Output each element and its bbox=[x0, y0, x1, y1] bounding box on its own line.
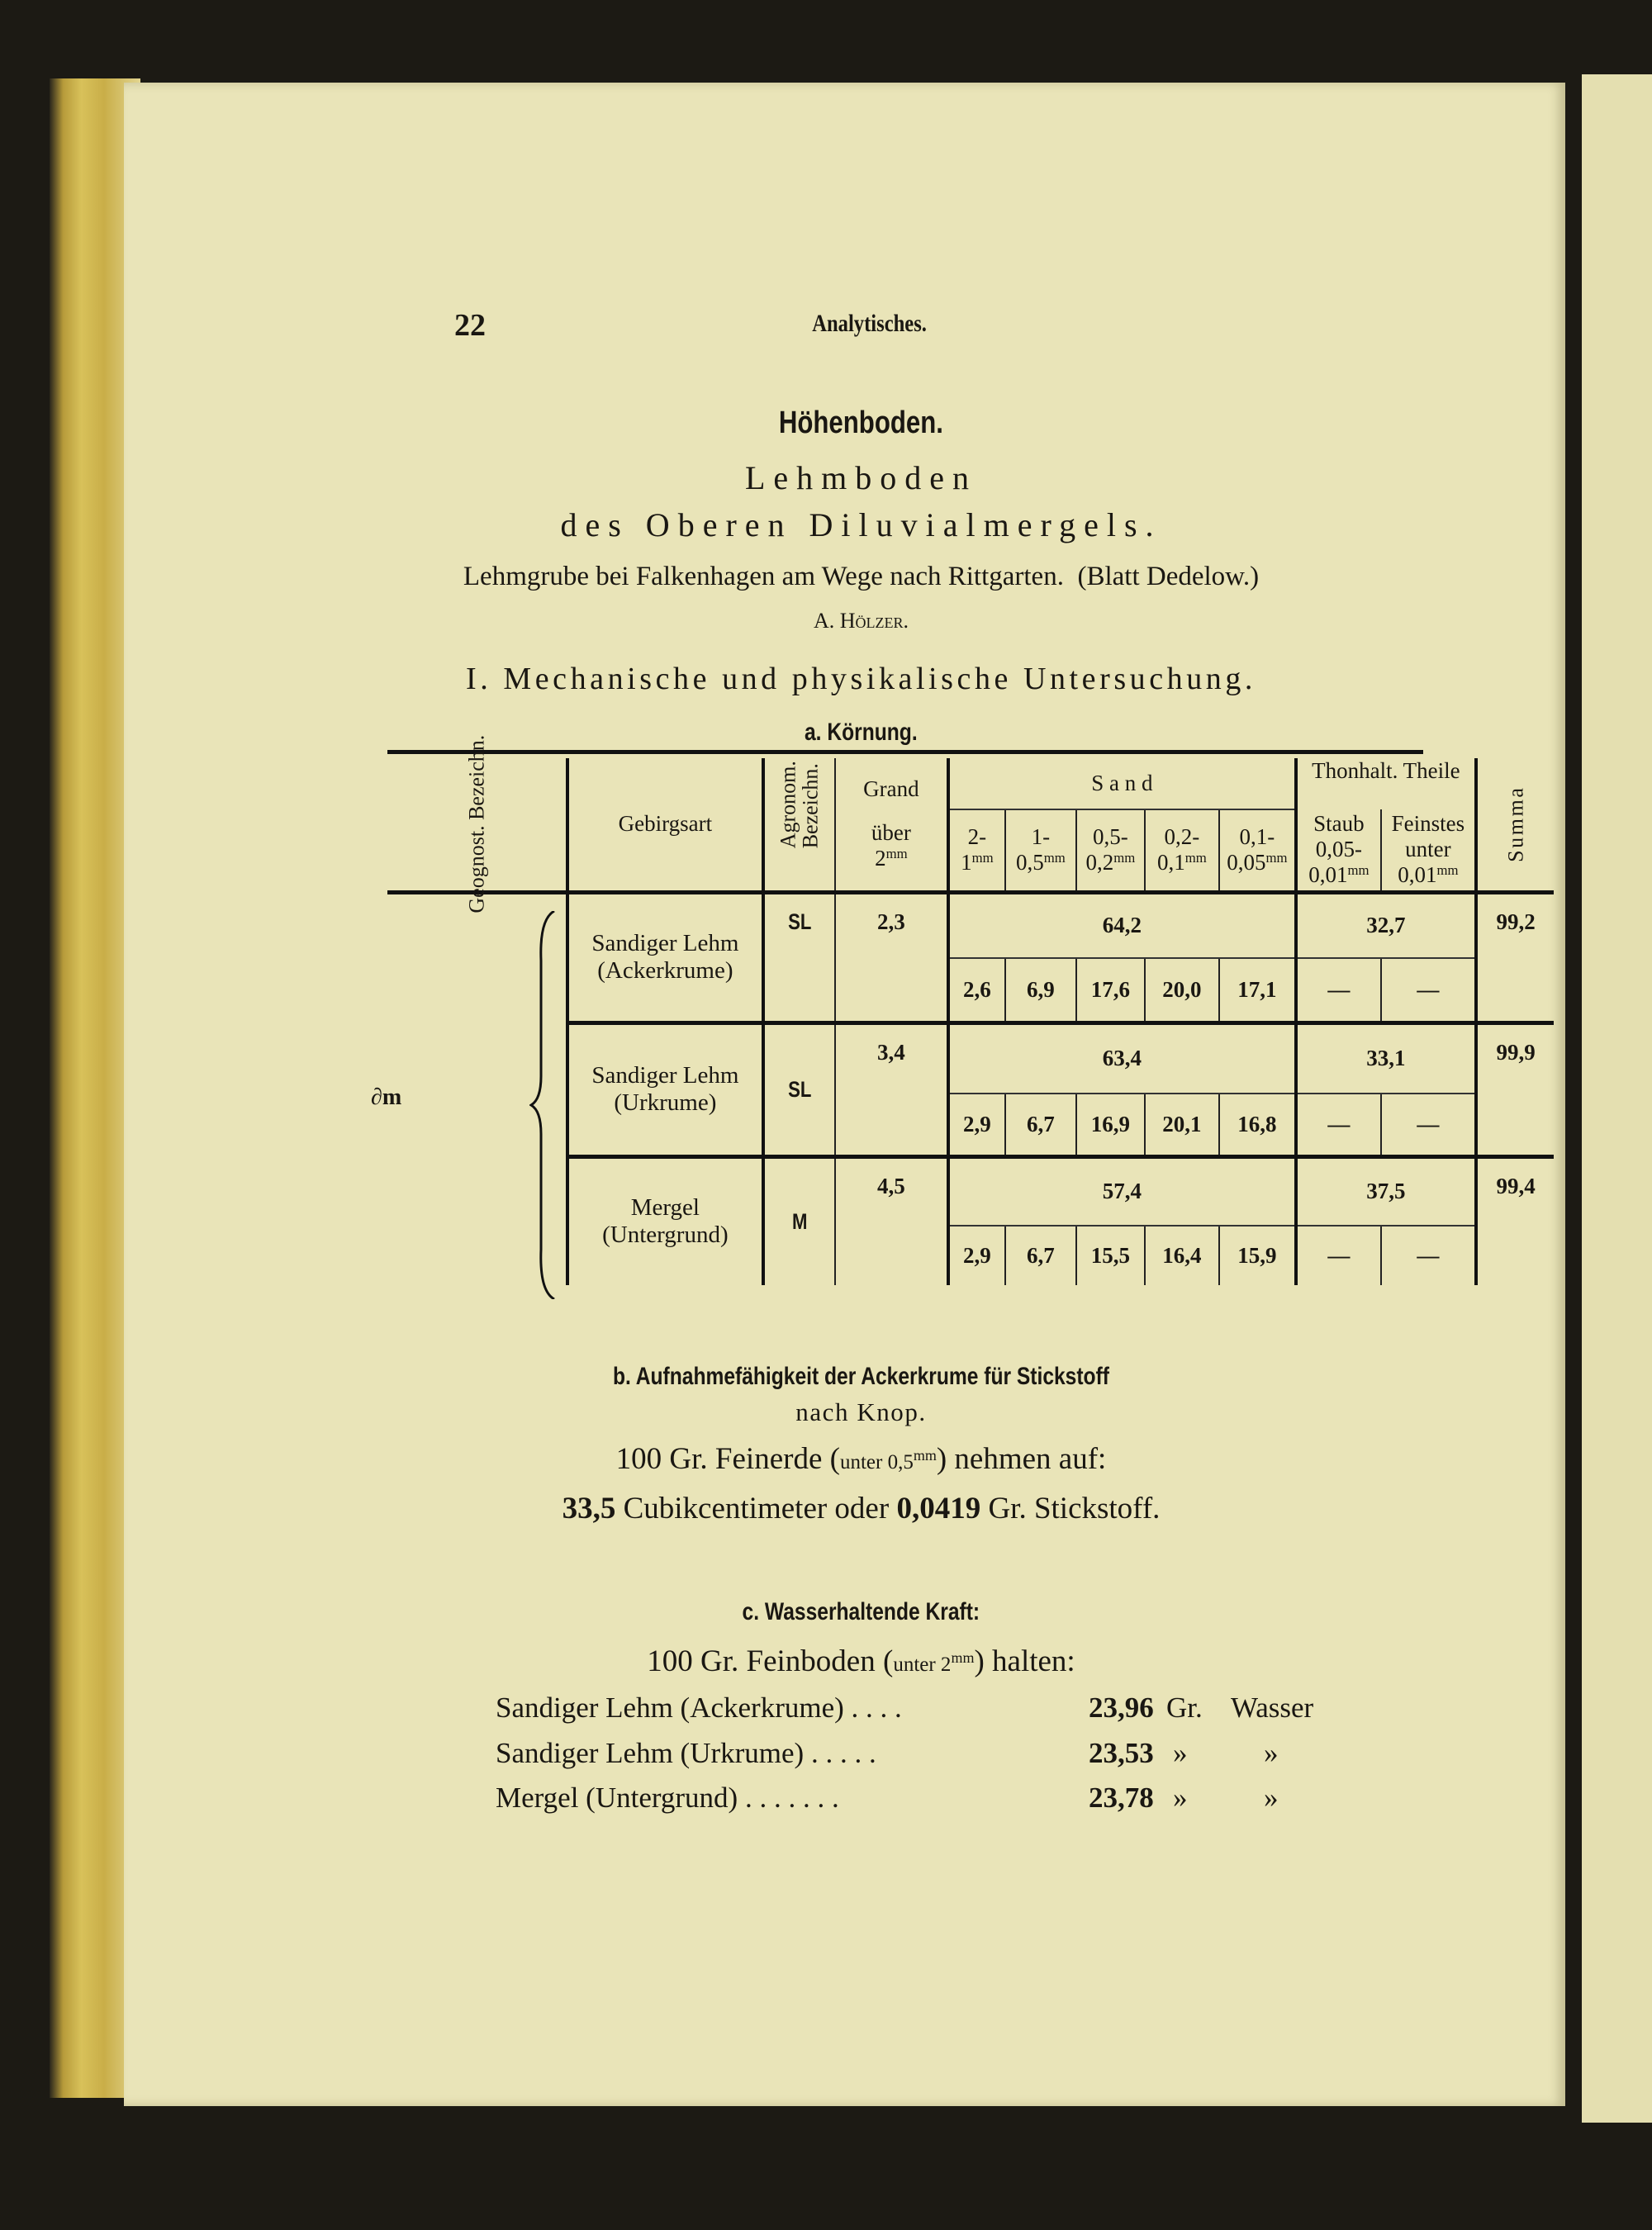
table-rows-2-feinstes: — bbox=[1381, 1226, 1476, 1285]
table-headers-grand: Grand bbox=[863, 776, 919, 802]
section-b-line2-value2: 0,0419 bbox=[896, 1492, 981, 1525]
location: Lehmgrube bei Falkenhagen am Wege nach Rittgarten. bbox=[463, 562, 1064, 591]
table-rows-0-sand-0: 2,6 bbox=[948, 958, 1005, 1022]
table-rows-1-sand-3: 20,1 bbox=[1145, 1094, 1219, 1156]
table-rows-2-sand-3: 16,4 bbox=[1145, 1226, 1219, 1285]
water-row bbox=[496, 1782, 839, 1815]
table-headers-sand-cols-0-base: 1 bbox=[961, 850, 972, 875]
brace-icon bbox=[529, 911, 563, 1299]
table-rows-2-sand-2: 15,5 bbox=[1076, 1226, 1145, 1285]
gebirgsart-cell bbox=[567, 892, 763, 1022]
author: A. Hölzer. bbox=[813, 609, 909, 633]
table-headers-unit: mm bbox=[1347, 862, 1370, 879]
table-headers-unit: mm bbox=[1043, 850, 1066, 866]
table-rows-2-sand-total: 57,4 bbox=[948, 1156, 1296, 1226]
table-rows-1-sand-0: 2,9 bbox=[948, 1094, 1005, 1156]
table-rows-2-summa: 99,4 bbox=[1476, 1156, 1554, 1285]
table-rows-2-staub: — bbox=[1296, 1226, 1381, 1285]
header-staub bbox=[1296, 809, 1381, 892]
table-headers-unit: mm bbox=[1436, 862, 1459, 879]
section-c-rows-2-unit2: » bbox=[1264, 1782, 1279, 1814]
table-rows-0-name1: Sandiger Lehm bbox=[591, 930, 739, 956]
summa-value: 99,2 bbox=[1476, 892, 1554, 1022]
table-rows-1-summa: 99,9 bbox=[1476, 1022, 1554, 1156]
section-c-rows-1-value: 23,53 bbox=[1089, 1737, 1154, 1769]
table-rows-0-sand-3: 20,0 bbox=[1145, 958, 1219, 1022]
geo-symbol: ∂m bbox=[371, 1084, 402, 1110]
table-rows-1-grand: 3,4 bbox=[835, 1022, 948, 1156]
table-headers-unit: mm bbox=[971, 850, 994, 866]
section-c-line1-a: 100 Gr. Feinboden ( bbox=[647, 1644, 894, 1678]
section-c-rows-0-dots: . . . . bbox=[851, 1691, 902, 1724]
table-headers-grand-sub: über bbox=[871, 820, 911, 846]
table-headers-sand-cols-4-top: 0,1- bbox=[1239, 824, 1275, 850]
table-headers-staub: Staub bbox=[1313, 811, 1365, 837]
header-sand-col bbox=[1076, 809, 1145, 892]
table-headers-grand-base: 2 bbox=[875, 846, 886, 871]
header-gebirgsart: Gebirgsart bbox=[567, 758, 763, 892]
table-headers-sand-cols-1-top: 1- bbox=[1031, 824, 1051, 850]
table-rows-0-sand-1: 6,9 bbox=[1005, 958, 1076, 1022]
section-b-line1-unit: mm bbox=[913, 1447, 937, 1464]
sand-total: 64,2 bbox=[948, 892, 1296, 958]
section-c-rows-1-unit2: » bbox=[1264, 1737, 1279, 1769]
header-sand: S a n d bbox=[948, 758, 1296, 809]
table-rows-1-sand-2: 16,9 bbox=[1076, 1094, 1145, 1156]
running-head: Analytisches. bbox=[812, 310, 927, 337]
table-headers-sand-cols-2-top: 0,5- bbox=[1093, 824, 1128, 850]
header-summa: Summa bbox=[1503, 785, 1528, 863]
table-top-rule bbox=[387, 750, 1423, 754]
section-c-rows-2-label: Mergel (Untergrund) bbox=[496, 1782, 738, 1814]
header-grand bbox=[835, 758, 948, 892]
geognost-cell bbox=[371, 892, 567, 1285]
header-sand-col bbox=[1145, 809, 1219, 892]
table-rows-2-sand-0: 2,9 bbox=[948, 1226, 1005, 1285]
section-b-subtitle: nach Knop. bbox=[795, 1397, 927, 1426]
header-agronom: Agronom. Bezeichn. bbox=[776, 760, 823, 848]
section-b-heading: b. Aufnahmefähigkeit der Ackerkrume für Stickstoff bbox=[612, 1363, 1110, 1390]
next-page-edge bbox=[1582, 74, 1652, 2123]
table-rows-1-name2: (Urkrume) bbox=[614, 1089, 717, 1116]
table-rows-1-sand-total: 63,4 bbox=[948, 1022, 1296, 1094]
subtitle-lehmboden: Lehmboden bbox=[744, 459, 978, 496]
table-rows-1-sand-1: 6,7 bbox=[1005, 1094, 1076, 1156]
table-headers-sand-cols-2-base: 0,2 bbox=[1085, 850, 1114, 875]
section-c-rows-1-unit1: » bbox=[1173, 1737, 1188, 1769]
table-headers-sand-cols-4-base: 0,05 bbox=[1227, 850, 1266, 875]
table-headers-thon: Thonhalt. Theile bbox=[1312, 758, 1460, 783]
table-rows-2-name2: (Untergrund) bbox=[602, 1222, 729, 1249]
section-b-line2-b: Gr. Stickstoff. bbox=[988, 1492, 1161, 1525]
water-row bbox=[496, 1691, 902, 1725]
table-rows-0-sand-2: 17,6 bbox=[1076, 958, 1145, 1022]
section-c-rows-0-unit2: Wasser bbox=[1231, 1691, 1314, 1724]
section-c-rows-1-label: Sandiger Lehm (Urkrume) bbox=[496, 1737, 805, 1769]
section-b-line1-small: unter 0,5 bbox=[839, 1451, 914, 1473]
section-c-rows-2-dots: . . . . . . . bbox=[744, 1782, 839, 1814]
section-I-heading: I. Mechanische und physikalische Untersuchung. bbox=[466, 662, 1256, 696]
table-rows-2-sand-4: 15,9 bbox=[1219, 1226, 1296, 1285]
table-rows-2-name1: Mergel bbox=[630, 1194, 700, 1222]
header-sand-col bbox=[948, 809, 1005, 892]
page-number: 22 bbox=[454, 308, 486, 343]
table-headers-staub-base: 0,01 bbox=[1308, 862, 1348, 888]
section-b-line1 bbox=[157, 1441, 1565, 1477]
table-rows-1-name1: Sandiger Lehm bbox=[591, 1062, 739, 1089]
table-headers-feinstes: Feinstes bbox=[1391, 811, 1465, 837]
section-b-line2-value1: 33,5 bbox=[562, 1492, 616, 1525]
table-headers-sand-cols-3-base: 0,1 bbox=[1156, 850, 1185, 875]
table-rows-2-sand-1: 6,7 bbox=[1005, 1226, 1076, 1285]
table-headers-sand-cols-3-top: 0,2- bbox=[1164, 824, 1200, 850]
table-rows-0-name2: (Ackerkrume) bbox=[597, 957, 733, 984]
page-title: Höhenboden. bbox=[778, 406, 944, 440]
table-rows-0-feinstes: — bbox=[1381, 958, 1476, 1022]
agronom-code: SL bbox=[787, 1076, 812, 1102]
section-c-line1 bbox=[157, 1644, 1565, 1679]
table-rows-1-sand-4: 16,8 bbox=[1219, 1094, 1296, 1156]
table-headers-unit: mm bbox=[1265, 850, 1288, 866]
table-rows-2-grand: 4,5 bbox=[835, 1156, 948, 1285]
header-feinstes bbox=[1381, 809, 1476, 892]
subtitle-diluvialmergel: des Oberen Diluvialmergels. bbox=[560, 506, 1162, 543]
agronom-code: SL bbox=[787, 909, 812, 934]
table-rows-0-staub: — bbox=[1296, 958, 1381, 1022]
grand-value: 2,3 bbox=[835, 892, 948, 1022]
thon-total: 32,7 bbox=[1296, 892, 1476, 958]
section-c-rows-0-unit1: Gr. bbox=[1166, 1691, 1203, 1724]
section-b-line2-a: Cubikcentimeter oder bbox=[623, 1492, 890, 1525]
section-b-line1-a: 100 Gr. Feinerde ( bbox=[615, 1442, 840, 1476]
header-thon bbox=[1296, 758, 1476, 809]
table-headers-feinstes-range: unter bbox=[1405, 837, 1451, 862]
section-c-rows-1-dots: . . . . . bbox=[810, 1737, 876, 1769]
section-b-line2 bbox=[157, 1491, 1565, 1526]
section-c-rows-2-unit1: » bbox=[1173, 1782, 1188, 1814]
table-headers-sand-cols-1-base: 0,5 bbox=[1015, 850, 1044, 875]
table-headers-sand-cols-0-top: 2- bbox=[967, 824, 987, 850]
table-headers-unit: mm bbox=[1184, 850, 1207, 866]
section-c-line1-b: ) halten: bbox=[974, 1644, 1075, 1678]
section-c-line1-unit: mm bbox=[951, 1649, 975, 1667]
table-rows-1-staub: — bbox=[1296, 1094, 1381, 1156]
table-rows-1-thon-total: 33,1 bbox=[1296, 1022, 1476, 1094]
header-geognost: Geognost. Bezeichn. bbox=[464, 734, 489, 913]
table-headers-unit: mm bbox=[1113, 850, 1136, 866]
table-rows-1-feinstes: — bbox=[1381, 1094, 1476, 1156]
grain-size-table bbox=[371, 734, 1554, 1285]
table-headers-feinstes-base: 0,01 bbox=[1398, 862, 1437, 888]
section-c-rows-0-value: 23,96 bbox=[1089, 1691, 1154, 1724]
section-b-line1-b: ) nehmen auf: bbox=[936, 1442, 1107, 1476]
section-c-rows-0-label: Sandiger Lehm (Ackerkrume) bbox=[496, 1691, 844, 1724]
book-page bbox=[124, 83, 1565, 2106]
section-c-heading: c. Wasserhaltende Kraft: bbox=[742, 1598, 980, 1625]
water-row bbox=[496, 1737, 876, 1770]
table-headers-unit: mm bbox=[885, 846, 908, 862]
sheet: (Blatt Dedelow.) bbox=[1077, 562, 1260, 591]
header-sand-col bbox=[1219, 809, 1296, 892]
table-headers-staub-range: 0,05- bbox=[1315, 837, 1363, 862]
table-rows-0-sand-4: 17,1 bbox=[1219, 958, 1296, 1022]
table-row bbox=[387, 892, 1554, 958]
section-c-rows-2-value: 23,78 bbox=[1089, 1782, 1154, 1814]
header-sand-col bbox=[1005, 809, 1076, 892]
section-c-line1-small: unter 2 bbox=[893, 1654, 952, 1676]
section-a-heading: a. Körnung. bbox=[805, 719, 918, 746]
location-line bbox=[157, 562, 1565, 592]
table-rows-2-thon-total: 37,5 bbox=[1296, 1156, 1476, 1226]
agronom-code: M bbox=[791, 1208, 808, 1234]
